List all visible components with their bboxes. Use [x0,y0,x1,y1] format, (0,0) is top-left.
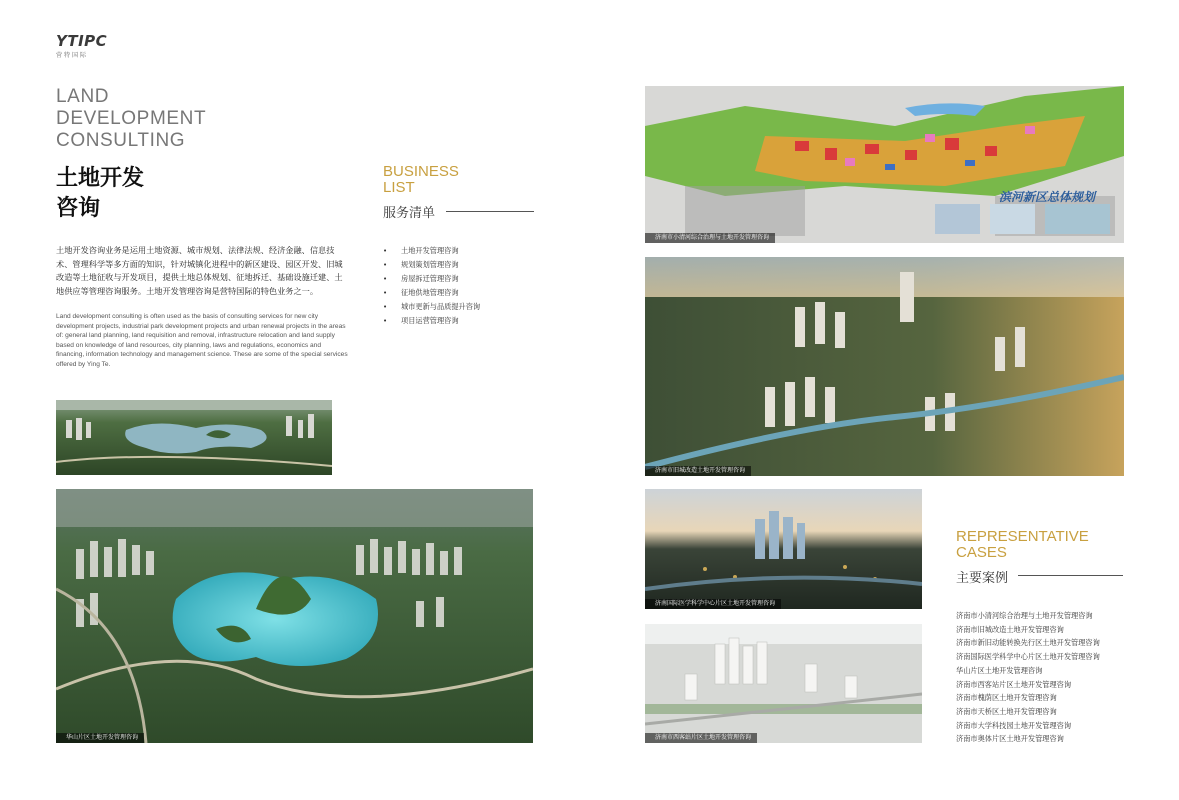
intro-chinese: 土地开发咨询业务是运用土地资源、城市规划、法律法规、经济金融、信息技术、管理科学等多方面的知识，针对城镇化进程中的新区建设、园区开发、旧城改造等土地征收与开发项目，提供土地总体规划、征地拆迁、基础设施迁建、土地供应等管理咨询服务。土地开发管理咨询是营特国际的特色业务之一。 [56,245,343,296]
planning-map-image [645,86,1124,243]
list-item [383,258,480,272]
list-item: 济南国际医学科学中心片区土地开发管理咨询 [956,652,1100,662]
old-town-aerial-image [645,257,1124,476]
representative-heading-cn: 主要案例 [956,571,1009,586]
representative-heading-line-2: CASES [956,544,1007,561]
west-station-image [645,624,922,743]
business-heading-line-2: LIST [383,179,415,196]
old-town-caption: 济南市旧城改造土地开发管理咨询 [645,466,751,476]
list-item: 济南市旧城改造土地开发管理咨询 [956,624,1064,634]
list-item: 华山片区土地开发管理咨询 [956,665,1043,675]
list-item-label: 城市更新与品质提升咨询 [401,302,481,311]
bullet: • [383,275,388,283]
list-item-label: 土地开发管理咨询 [401,246,459,255]
bullet: • [383,303,388,311]
list-item [383,244,480,258]
business-list-heading-en [383,164,459,196]
lake-aerial-image [56,400,332,475]
list-item: 济南市天桥区土地开发管理咨询 [956,706,1057,716]
list-item: 济南市西客站片区土地开发管理咨询 [956,679,1072,689]
english-title-line-1: LAND [56,86,110,107]
list-item: 济南市新旧动能转换先行区土地开发管理咨询 [956,638,1100,648]
huashan-caption: 华山片区土地开发管理咨询 [56,733,144,743]
list-item: 济南市小清河综合治理与土地开发管理咨询 [956,611,1093,620]
english-title-line-3: CONSULTING [56,130,186,151]
representative-heading-line-1: REPRESENTATIVE [956,528,1089,545]
bullet: • [383,261,388,269]
representative-cases-list [956,609,1100,746]
list-item-label: 规划策划管理咨询 [401,260,459,269]
business-list [383,244,480,328]
map-title: 滨河新区总体规划 [999,190,1096,204]
list-item: 济南市大学科技园土地开发管理咨询 [956,720,1072,730]
chinese-title-line-2: 咨询 [56,196,101,221]
medical-center-image [645,489,922,609]
list-item-label: 项目运营管理咨询 [401,316,459,325]
bullet: • [383,289,388,297]
list-item [383,314,480,328]
business-heading-line-1: BUSINESS [383,163,459,180]
west-station-caption: 济南市西客站片区土地开发管理咨询 [645,733,757,743]
list-item: 济南市槐荫区土地开发管理咨询 [956,693,1057,703]
english-title [56,86,206,152]
intro-english: Land development consulting is often used as the basis of consulting services for new city development projects, industrial park development projects and urban renewal projects in the areas of: general land planning, land requisition and removal, infrastructure relocation and land supply based on knowledge of land resources, city planning, laws and regulations, economics and financing, information technology and management science. These are some of the special services offered by Ying Te. [56,313,348,368]
bullet: • [383,317,388,325]
chinese-title [56,164,144,224]
english-title-line-2: DEVELOPMENT [56,108,207,129]
bullet: • [383,247,388,255]
business-divider [446,211,534,212]
list-item [383,300,480,314]
list-item: 济南市奥体片区土地开发管理咨询 [956,734,1064,744]
map-caption: 济南市小清河综合治理与土地开发管理咨询 [645,233,775,243]
representative-divider [1018,575,1123,576]
list-item-label: 房屋拆迁管理咨询 [401,274,459,283]
logo-subtitle: 营特国际 [56,52,89,59]
list-item-label: 征地供地管理咨询 [401,288,459,297]
huashan-aerial-image [56,489,533,743]
chinese-title-line-1: 土地开发 [56,166,145,191]
logo-mark: YTIPC [56,32,108,50]
medical-center-caption: 济南国际医学科学中心片区土地开发管理咨询 [645,599,781,609]
representative-heading-en [956,529,1089,561]
list-item [383,272,480,286]
business-list-heading-cn: 服务清单 [383,206,436,221]
list-item [383,286,480,300]
company-logo [56,34,107,59]
